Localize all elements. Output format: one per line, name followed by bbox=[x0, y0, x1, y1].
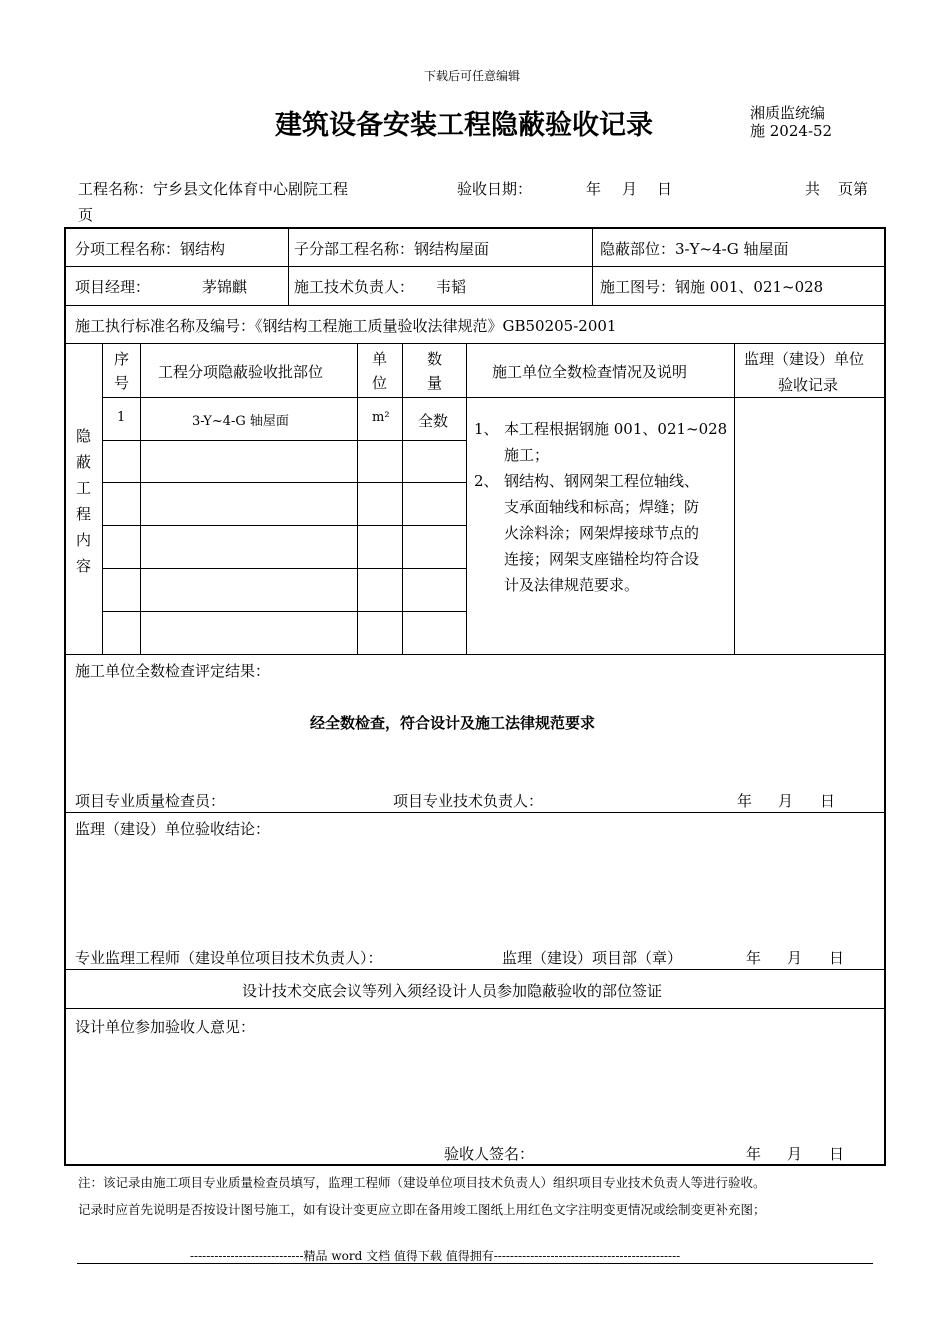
tech-lead-name: 韦韬 bbox=[436, 278, 467, 296]
header-day: 日 bbox=[657, 180, 673, 198]
design-sign-title: 设计技术交底会议等列入须经设计人员参加隐蔽验收的部位签证 bbox=[242, 982, 663, 1000]
result-text: 经全数检查，符合设计及施工法律规范要求 bbox=[310, 714, 596, 732]
part-header: 工程分项隐蔽验收批部位 bbox=[158, 363, 324, 381]
seq-header-2: 号 bbox=[114, 374, 130, 392]
inspection-table: 分项工程名称：钢结构 子分部工程名称：钢结构屋面 隐蔽部位：3-Y~4-G 轴屋面 项目经理： 茅锦麒 施工技术负责人： 韦韬 施工图号：钢施 001、021~028 施工执行标准名称及编号：《钢结构工程施工质量验收法律规范》GB50205-2001 隐 蔽 工 程 内 容 序 号 工程分项隐蔽验收批部位 单 位 数 量 施工单位全数检查情况及说明 监理（建设）单位 验收记录 1 3-Y~4-G 轴屋面 m² 全数 1、 本工程根据钢施 001、021~028 施工； 2、 钢结构、钢网架工程位轴线、 支承面轴线和标高；焊缝；防 火涂料涂；网架焊接球节点的 连接；网架支座锚栓均符合设 计及法律规范要求。 施工单位全数检查评定结果： 经全数检查，符合设计及施工法律规范要求 项目专业质量检查员： 项目专业技术负责人： 年 月 日 监理（建设）单位验收结论： 专业监理工程师（建设单位项目技术负责人）： 监理（建设）项目部（章） 年 月 日 设计技术交底会议等列入须经设计人员参加隐蔽验收的部位签证 设计单位参加验收人意见： 验收人签名： 年 月 日 bbox=[64, 227, 886, 1166]
seq-header-1: 序 bbox=[114, 350, 130, 368]
supervision-header-2: 验收记录 bbox=[778, 376, 839, 394]
drawing-number: 施工图号：钢施 001、021~028 bbox=[600, 278, 824, 296]
qty-header-2: 量 bbox=[427, 374, 443, 392]
supervision-day: 日 bbox=[829, 949, 845, 967]
design-opinion-label: 设计单位参加验收人意见： bbox=[75, 1018, 256, 1036]
item-qty: 全数 bbox=[418, 412, 449, 430]
bottom-rule bbox=[77, 1263, 873, 1264]
page-end-label: 页 bbox=[78, 206, 94, 224]
item-part: 3-Y~4-G 轴屋面 bbox=[192, 414, 289, 429]
footnote-line-2: 记录时应首先说明是否按设计图号施工，如有设计变更应立即在备用竣工图纸上用红色文字注明变更情况或绘制变更补充图； bbox=[78, 1202, 766, 1217]
hidden-location: 隐蔽部位：3-Y~4-G 轴屋面 bbox=[600, 240, 789, 258]
unit-header-2: 位 bbox=[372, 374, 388, 392]
bottom-note: ----------------------------精品 word 文档 值得下载 值得拥有---------------------------------------------- bbox=[190, 1249, 681, 1263]
result-year: 年 bbox=[737, 792, 753, 810]
signature-label: 验收人签名： bbox=[444, 1145, 535, 1163]
result-label: 施工单位全数检查评定结果： bbox=[75, 662, 271, 680]
item-unit: m² bbox=[372, 410, 390, 425]
header-year: 年 bbox=[586, 180, 602, 198]
supervision-month: 月 bbox=[787, 949, 803, 967]
sub-project-name: 分项工程名称：钢结构 bbox=[75, 240, 226, 258]
page-title: 建筑设备安装工程隐蔽验收记录 bbox=[275, 110, 653, 141]
page-no-label: 页第 bbox=[838, 180, 869, 198]
supervision-dept-label: 监理（建设）项目部（章） bbox=[502, 949, 683, 967]
check-header: 施工单位全数检查情况及说明 bbox=[492, 363, 688, 381]
tech-lead-sign-label: 项目专业技术负责人： bbox=[393, 792, 544, 810]
project-name: 工程名称：宁乡县文化体育中心剧院工程 bbox=[78, 180, 349, 198]
form-code-1: 湘质监统编 bbox=[750, 104, 826, 122]
design-year: 年 bbox=[746, 1145, 762, 1163]
supervising-engineer-label: 专业监理工程师（建设单位项目技术负责人）： bbox=[75, 949, 383, 967]
tech-lead-label: 施工技术负责人： bbox=[294, 278, 415, 296]
inspection-date-label: 验收日期： bbox=[457, 180, 533, 198]
manager-name: 茅锦麒 bbox=[202, 278, 248, 296]
header-month: 月 bbox=[622, 180, 638, 198]
design-month: 月 bbox=[787, 1145, 803, 1163]
qty-header-1: 数 bbox=[427, 350, 443, 368]
standard-name: 施工执行标准名称及编号：《钢结构工程施工质量验收法律规范》GB50205-2001 bbox=[75, 317, 617, 335]
supervision-header-1: 监理（建设）单位 bbox=[744, 350, 865, 368]
manager-label: 项目经理： bbox=[75, 278, 151, 296]
sub-division-name: 子分部工程名称：钢结构屋面 bbox=[294, 240, 490, 258]
result-day: 日 bbox=[820, 792, 836, 810]
result-month: 月 bbox=[778, 792, 794, 810]
form-code-2: 施 2024-52 bbox=[750, 122, 833, 140]
quality-inspector-label: 项目专业质量检查员： bbox=[75, 792, 226, 810]
total-pages-label: 共 bbox=[805, 180, 821, 198]
supervision-year: 年 bbox=[746, 949, 762, 967]
design-day: 日 bbox=[829, 1145, 845, 1163]
item-seq: 1 bbox=[117, 410, 126, 425]
top-note: 下载后可任意编辑 bbox=[424, 69, 521, 83]
unit-header-1: 单 bbox=[372, 350, 388, 368]
supervision-conclusion-label: 监理（建设）单位验收结论： bbox=[75, 820, 271, 838]
footnote-line-1: 注：该记录由施工项目专业质量检查员填写，监理工程师（建设单位项目技术负责人）组织项目专业技术负责人等进行验收。 bbox=[78, 1175, 766, 1190]
